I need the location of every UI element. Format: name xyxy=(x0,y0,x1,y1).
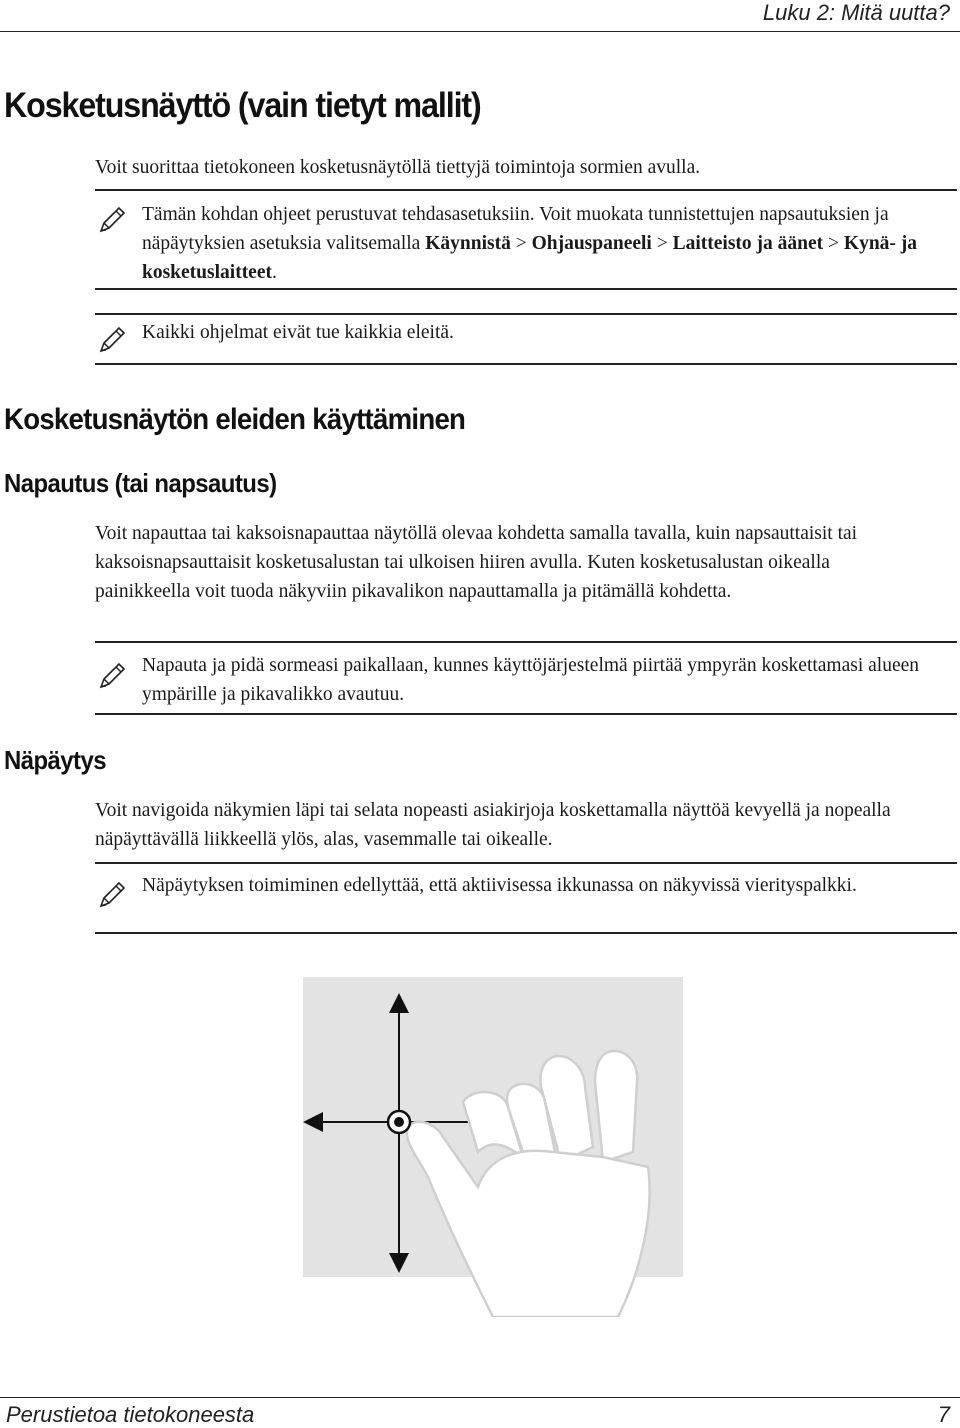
note-top-rule xyxy=(95,862,957,864)
note-top-rule xyxy=(95,313,957,315)
pencil-note-icon xyxy=(97,661,127,691)
menu-path-separator: > xyxy=(510,233,532,254)
menu-path-hardware-sound: Laitteisto ja äänet xyxy=(672,233,824,254)
footer-book-title: Perustietoa tietokoneesta xyxy=(6,1402,255,1427)
flick-title: Näpäytys xyxy=(4,745,106,775)
note-text-end: . xyxy=(272,262,277,283)
note-tap-hold xyxy=(95,641,957,715)
flick-gesture-illustration xyxy=(303,977,683,1317)
note-bottom-rule xyxy=(95,713,957,715)
header-rule xyxy=(0,31,960,32)
note-factory-settings-text xyxy=(142,200,957,287)
note-text-part: Tämän kohdan ohjeet perustuvat tehdasasetuksiin. Voit muokata tunnistettujen napsautuksien ja näpäytyksien asetuksia valitsemalla xyxy=(142,204,889,254)
intro-paragraph: Voit suorittaa tietokoneen kosketusnäytöllä tiettyjä toimintoja sormien avulla. xyxy=(95,157,701,178)
note-mid-rule xyxy=(95,288,957,290)
note-bottom-rule xyxy=(95,932,957,934)
note-gestures-text: Kaikki ohjelmat eivät tue kaikkia eleitä. xyxy=(142,322,454,343)
note-bottom-rule xyxy=(95,363,957,365)
menu-path-separator: > xyxy=(651,233,673,254)
menu-path-control-panel: Ohjauspaneeli xyxy=(531,233,652,254)
note-factory-settings xyxy=(95,189,957,365)
section-title: Kosketusnäyttö (vain tietyt mallit) xyxy=(4,86,481,125)
menu-path-pen-touch: Kynä- ja kosketuslaitteet xyxy=(142,233,918,283)
menu-path-start: Käynnistä xyxy=(425,233,511,254)
note-tap-hold-text: Napauta ja pidä sormeasi paikallaan, kunnes käyttöjärjestelmä piirtää ympyrän koskettamasi alueen ympärille ja pikavalikko avautuu. xyxy=(142,655,920,705)
footer-rule xyxy=(0,1397,960,1398)
tap-paragraph: Voit napauttaa tai kaksoisnapauttaa näytöllä olevaa kohdetta samalla tavalla, kuin napsauttaisit tai kaksoisnapsauttaisit kosketusalustan tai ulkoisen hiiren avulla. Kuten kosketusalustan oikealla painikkeella voit tuoda näkyviin pikavalikon napauttamalla ja pitämällä kohdetta. xyxy=(95,523,858,602)
page-number: 7 xyxy=(937,1402,950,1427)
pencil-note-icon xyxy=(97,880,127,910)
note-top-rule xyxy=(95,189,957,191)
pencil-note-icon xyxy=(97,325,127,355)
subsection-title: Kosketusnäytön eleiden käyttäminen xyxy=(4,403,466,436)
flick-paragraph: Voit navigoida näkymien läpi tai selata nopeasti asiakirjoja koskettamalla näyttöä kevyellä ja nopealla näpäyttävällä liikkeellä ylös, alas, vasemmalle tai oikealle. xyxy=(95,800,891,850)
menu-path-separator: > xyxy=(823,233,844,254)
touch-point-center xyxy=(394,1117,404,1127)
tap-title: Napautus (tai napsautus) xyxy=(4,468,277,498)
note-scrollbar-text: Näpäytyksen toimiminen edellyttää, että aktiivisessa ikkunassa on näkyvissä vierityspalkki. xyxy=(142,875,857,896)
running-header-chapter: Luku 2: Mitä uutta? xyxy=(762,0,950,25)
note-scrollbar xyxy=(95,862,957,934)
note-top-rule xyxy=(95,641,957,643)
pencil-note-icon xyxy=(97,205,127,235)
